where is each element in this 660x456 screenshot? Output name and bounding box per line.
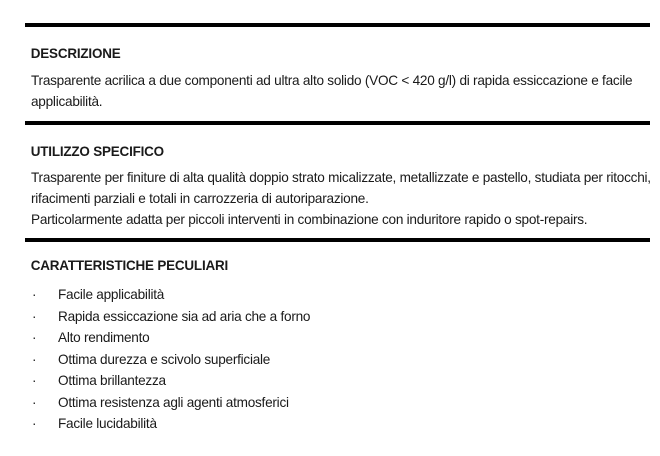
- utilizzo-line: rifacimenti parziali e totali in carrozzeria di autoriparazione.: [31, 191, 369, 206]
- section-divider: [25, 238, 650, 242]
- utilizzo-line: Particolarmente adatta per piccoli interventi in combinazione con induritore rapido o spot-repairs.: [31, 212, 588, 227]
- utilizzo-line: Trasparente per finiture di alta qualità doppio strato micalizzate, metallizzate e pastello, studiata per ritocchi,: [31, 170, 651, 185]
- list-item-label: Rapida essiccazione sia ad aria che a forno: [58, 308, 311, 324]
- list-item-label: Ottima durezza e scivolo superficiale: [58, 351, 271, 367]
- list-item-label: Ottima resistenza agli agenti atmosferici: [58, 394, 289, 410]
- list-item: [25, 284, 650, 306]
- bullet-icon: ·: [32, 373, 37, 388]
- section-divider: [25, 121, 650, 125]
- section-title-descrizione: DESCRIZIONE: [30, 45, 121, 61]
- list-item: [25, 413, 650, 435]
- list-item-label: Facile applicabilità: [58, 287, 165, 302]
- list-item: [25, 327, 650, 349]
- descrizione-text: Trasparente acrilica a due componenti ad ultra alto solido (VOC < 420 g/l) di rapida essiccazione e facile applicabilità.: [31, 73, 633, 109]
- list-item-label: Ottima brillantezza: [58, 373, 166, 388]
- bullet-icon: ·: [32, 330, 37, 345]
- bullet-icon: ·: [32, 308, 37, 324]
- list-item-label: Alto rendimento: [58, 330, 150, 345]
- list-item: [25, 306, 650, 328]
- caratteristiche-list: [25, 284, 650, 435]
- bullet-icon: ·: [32, 394, 37, 410]
- section-title-caratteristiche: CARATTERISTICHE PECULIARI: [30, 257, 229, 273]
- technical-datasheet: [25, 0, 650, 435]
- section-divider: [25, 23, 650, 27]
- list-item-label: Facile lucidabilità: [58, 416, 157, 431]
- list-item: [25, 349, 650, 371]
- bullet-icon: ·: [32, 287, 37, 302]
- list-item: [25, 392, 650, 414]
- section-title-utilizzo: UTILIZZO SPECIFICO: [30, 143, 164, 159]
- list-item: [25, 370, 650, 392]
- bullet-icon: ·: [32, 351, 37, 367]
- utilizzo-text: [25, 167, 650, 230]
- bullet-icon: ·: [32, 416, 37, 431]
